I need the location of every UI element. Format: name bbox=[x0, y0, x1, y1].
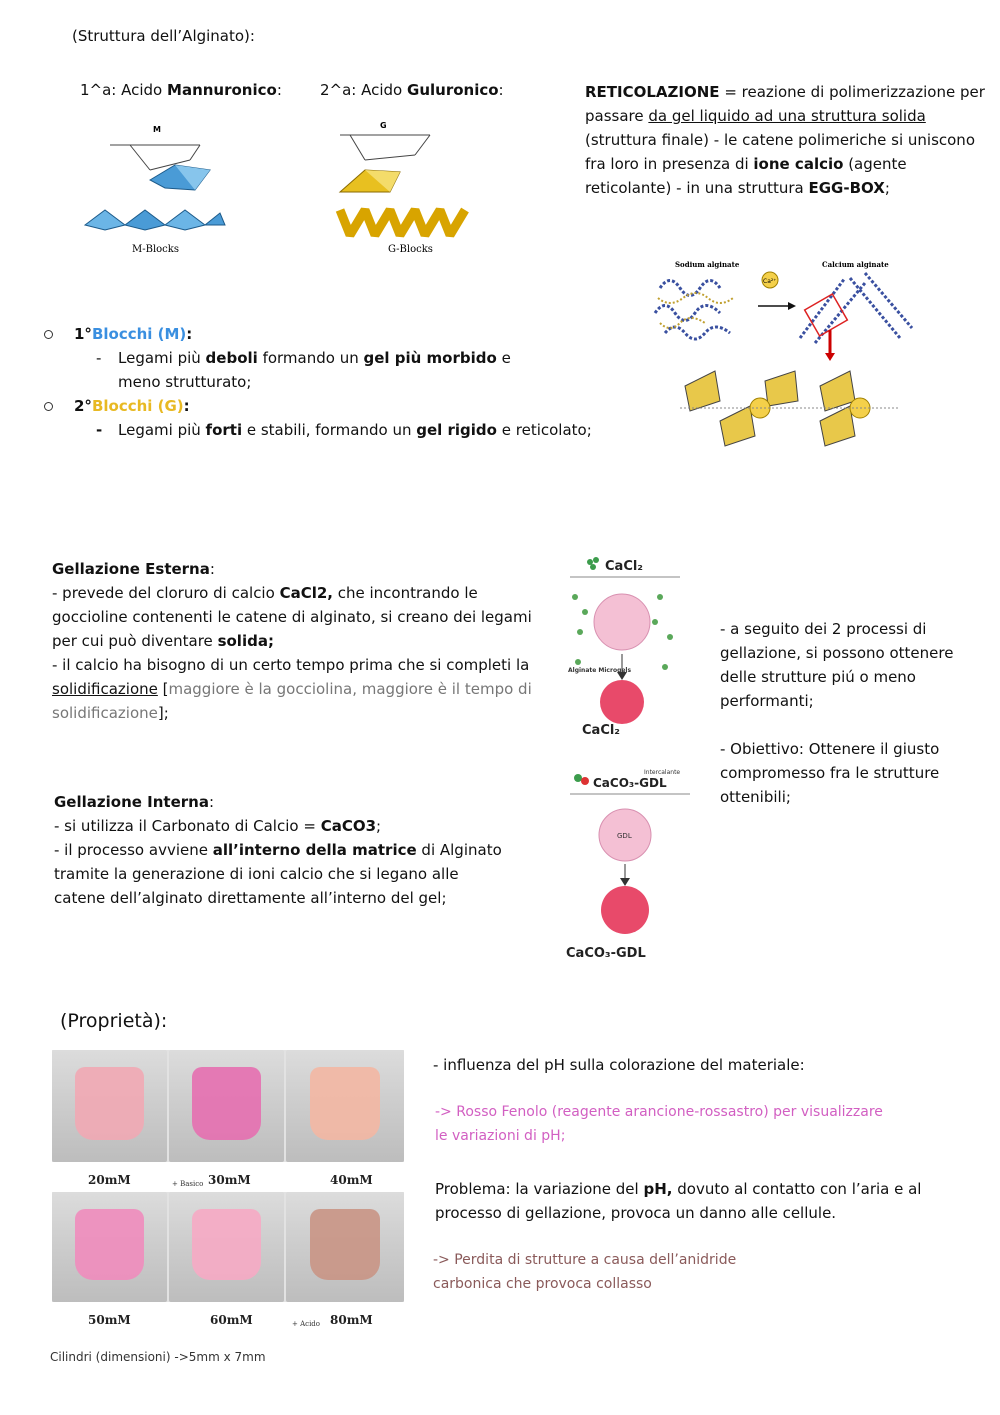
internal-text-2c: di Alginato tramite la generazione di ioni calcio che si legano alle catene dell’alginato direttamente all’interno del gel; bbox=[54, 841, 502, 907]
acido-note: + Acido bbox=[292, 1320, 320, 1328]
caco3-gdl-bottom-label: CaCO₃-GDL bbox=[566, 946, 646, 961]
bullet-circle-icon bbox=[44, 330, 53, 339]
reticolazione-text-1: = reazione di polimerizzazione per passare bbox=[585, 83, 985, 125]
label-30mM: 30mM bbox=[208, 1173, 251, 1187]
reticolazione-underlined: da gel liquido ad una struttura solida bbox=[648, 107, 926, 125]
block-m-heading bbox=[74, 322, 192, 346]
block-g-bold-2: gel rigido bbox=[416, 421, 497, 439]
internal-gelation-title-line bbox=[54, 790, 504, 814]
reticolazione-text-3: (agente reticolante) - in una struttura bbox=[585, 155, 907, 197]
internal-matrix: all’interno della matrice bbox=[212, 841, 417, 859]
reticolazione-paragraph bbox=[585, 80, 985, 200]
gel-photo-80mM bbox=[286, 1192, 404, 1302]
external-bracket-open: [ bbox=[157, 680, 169, 698]
sodium-alginate-label: Sodium alginate bbox=[675, 260, 740, 269]
label-20mM: 20mM bbox=[88, 1173, 131, 1187]
mannuronic-prefix: 1^a: Acido bbox=[80, 81, 168, 99]
block-g-description bbox=[118, 418, 638, 442]
external-gelation-line-2 bbox=[52, 653, 532, 725]
external-note: maggiore è la gocciolina, maggiore è il tempo di solidificazione bbox=[52, 680, 532, 722]
gel-photo-20mM bbox=[52, 1050, 167, 1162]
internal-text-1c: ; bbox=[376, 817, 382, 835]
egg-box-figure bbox=[650, 258, 915, 466]
gel-cylinder bbox=[192, 1067, 261, 1140]
block-g-number: 2° bbox=[74, 397, 92, 415]
internal-caco3: CaCO3 bbox=[320, 817, 377, 835]
block-m-colon: : bbox=[186, 325, 193, 343]
g-blocks-caption: G-Blocks bbox=[388, 244, 433, 255]
gel-photo-60mM bbox=[169, 1192, 284, 1302]
external-bracket-close: ]; bbox=[157, 704, 169, 722]
cacl2-bottom-label: CaCl₂ bbox=[582, 723, 621, 738]
problem-paragraph bbox=[435, 1177, 955, 1225]
internal-gelation-line-1 bbox=[54, 814, 504, 838]
label-40mM: 40mM bbox=[330, 1173, 373, 1187]
block-m-bold-1: deboli bbox=[205, 349, 258, 367]
block-m-text-1: Legami più bbox=[118, 349, 206, 367]
internal-gelation-line-2 bbox=[54, 838, 504, 910]
reticolazione-text-4: ; bbox=[884, 179, 890, 197]
side-note-objective: - Obiettivo: Ottenere il giusto compromesso fra le strutture ottenibili; bbox=[720, 740, 940, 806]
guluronic-letter: G bbox=[380, 121, 387, 130]
gel-cylinder bbox=[310, 1067, 381, 1140]
external-text-2a: - il calcio ha bisogno di un certo tempo prima che si completi la bbox=[52, 656, 530, 674]
problem-ph: pH, bbox=[643, 1180, 673, 1198]
external-gelation-title-line bbox=[52, 557, 532, 581]
block-g-heading bbox=[74, 394, 190, 418]
external-text-1c: che incontrando le goccioline contenenti le catene di alginato, si creano dei legami per cui può diventare bbox=[52, 584, 532, 650]
external-cacl2: CaCl2, bbox=[279, 584, 333, 602]
side-note-performance: - a seguito dei 2 processi di gellazione, si possono ottenere delle strutture piú o meno performanti; bbox=[720, 620, 954, 710]
block-m-text-2: formando un bbox=[257, 349, 364, 367]
reticolazione-eggbox: EGG-BOX bbox=[808, 179, 885, 197]
guluronic-name: Guluronico bbox=[407, 81, 499, 99]
external-gelation-line-1 bbox=[52, 581, 532, 653]
label-50mM: 50mM bbox=[88, 1313, 131, 1327]
gel-cylinder bbox=[75, 1067, 144, 1140]
internal-gelation-section bbox=[54, 790, 504, 910]
block-m-text-3: e meno strutturato; bbox=[118, 349, 511, 391]
block-m-number: 1° bbox=[74, 325, 92, 343]
external-gelation-section bbox=[52, 557, 532, 725]
dash-marker: - bbox=[96, 349, 102, 367]
internal-gelation-title: Gellazione Interna bbox=[54, 793, 209, 811]
dash-marker: - bbox=[96, 421, 103, 439]
label-60mM: 60mM bbox=[210, 1313, 253, 1327]
calcium-ion-label: Ca²⁺ bbox=[763, 278, 777, 285]
gel-photo-30mM bbox=[169, 1050, 284, 1162]
problem-text-a: Problema: la variazione del bbox=[435, 1180, 644, 1198]
block-m-name: Blocchi (M) bbox=[91, 325, 187, 343]
external-solida: solida; bbox=[217, 632, 274, 650]
block-g-text-1: Legami più bbox=[118, 421, 206, 439]
reticolazione-term: RETICOLAZIONE bbox=[585, 83, 720, 101]
m-blocks-caption: M-Blocks bbox=[132, 244, 179, 255]
problem-text-c: dovuto al contatto con l’aria e al processo di gellazione, provoca un danno alle cellule. bbox=[435, 1180, 922, 1222]
mannuronic-suffix: : bbox=[276, 81, 282, 99]
external-gelation-colon: : bbox=[209, 560, 215, 578]
internal-text-1a: - si utilizza il Carbonato di Calcio = bbox=[54, 817, 321, 835]
block-g-name: Blocchi (G) bbox=[91, 397, 184, 415]
internal-gelation-colon: : bbox=[208, 793, 215, 811]
bullet-circle-icon bbox=[44, 402, 53, 411]
internal-text-2a: - il processo avviene bbox=[54, 841, 213, 859]
external-text-1a: - prevede del cloruro di calcio bbox=[52, 584, 280, 602]
mannuronic-letter: M bbox=[153, 125, 161, 134]
mannuronic-heading bbox=[80, 78, 282, 102]
properties-title: (Proprietà): bbox=[60, 1010, 168, 1032]
gel-cylinder bbox=[310, 1209, 381, 1281]
cylinders-dimensions: Cilindri (dimensioni) ->5mm x 7mm bbox=[50, 1350, 266, 1364]
ph-photo-grid bbox=[52, 1050, 404, 1330]
mannuronic-name: Mannuronico bbox=[167, 81, 277, 99]
guluronic-suffix: : bbox=[498, 81, 504, 99]
block-g-text-3: e reticolato; bbox=[496, 421, 592, 439]
structure-loss-note: -> Perdita di strutture a causa dell’anidride carbonica che provoca collasso bbox=[433, 1252, 737, 1292]
block-g-colon: : bbox=[183, 397, 190, 415]
alginate-microgels-label: Alginate Microgels bbox=[568, 667, 632, 674]
calcium-alginate-label: Calcium alginate bbox=[822, 260, 889, 269]
cacl2-top-label: CaCl₂ bbox=[605, 559, 644, 574]
block-g-text-2: e stabili, formando un bbox=[242, 421, 417, 439]
structure-title: (Struttura dell’Alginato): bbox=[72, 27, 255, 45]
label-80mM: 80mM bbox=[330, 1313, 373, 1327]
gel-photo-40mM bbox=[286, 1050, 404, 1162]
reticolazione-text-2: (struttura finale) - le catene polimeriche si uniscono fra loro in presenza di bbox=[585, 131, 975, 173]
basico-note: + Basico bbox=[172, 1180, 204, 1188]
reticolazione-ion: ione calcio bbox=[753, 155, 844, 173]
guluronic-prefix: 2^a: Acido bbox=[320, 81, 408, 99]
caco3-gdl-top-label: CaCO₃-GDL bbox=[593, 776, 667, 790]
mannuronic-structure-figure bbox=[80, 110, 230, 260]
gelation-process-figure bbox=[560, 552, 690, 970]
guluronic-structure-figure bbox=[320, 110, 485, 260]
block-m-description bbox=[118, 346, 558, 394]
ph-influence-line: - influenza del pH sulla colorazione del materiale: bbox=[433, 1056, 805, 1074]
gel-cylinder bbox=[75, 1209, 144, 1281]
phenol-red-note: -> Rosso Fenolo (reagente arancione-rossastro) per visualizzare le variazioni di pH; bbox=[435, 1104, 883, 1144]
gel-photo-50mM bbox=[52, 1192, 167, 1302]
block-g-bold-1: forti bbox=[205, 421, 243, 439]
external-gelation-title: Gellazione Esterna bbox=[52, 560, 210, 578]
intercalante-label: Intercalante bbox=[644, 769, 681, 776]
external-solidificazione: solidificazione bbox=[52, 680, 158, 698]
block-m-bold-2: gel più morbido bbox=[363, 349, 497, 367]
guluronic-heading bbox=[320, 78, 504, 102]
gel-cylinder bbox=[192, 1209, 261, 1281]
gdl-label: GDL bbox=[617, 832, 632, 840]
